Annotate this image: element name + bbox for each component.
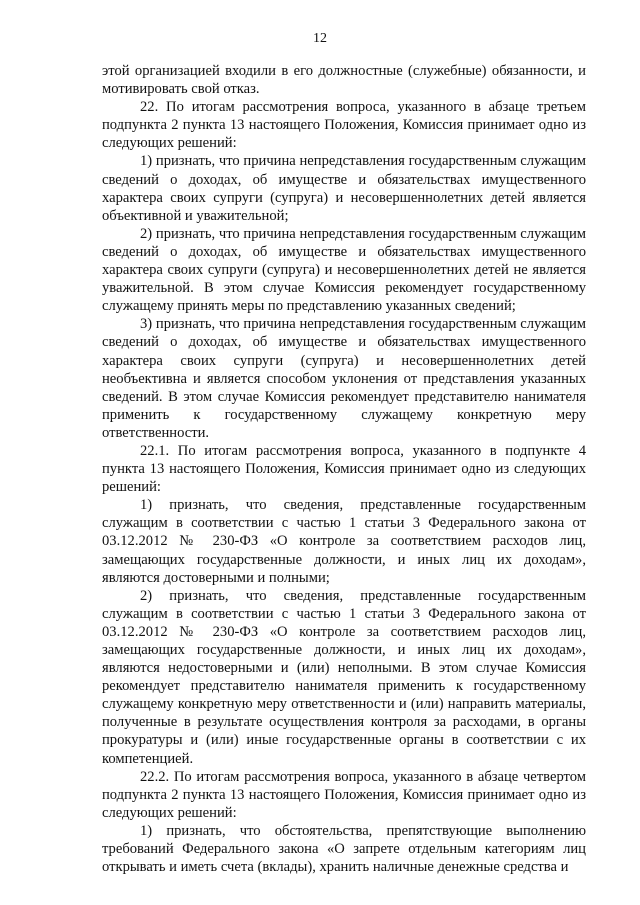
document-body bbox=[102, 62, 586, 876]
paragraph-22: 22. По итогам рассмотрения вопроса, указанного в абзаце третьем подпункта 2 пункта 13 настоящего Положения, Комиссия принимает одно из следующих решений: bbox=[102, 99, 586, 152]
paragraph-22-item-2: 2) признать, что причина непредставления государственным служащим сведений о доходах, об имуществе и обязательствах имущественного характера своих супруги (супруга) и несовершеннолетних детей не является уважительной. В этом случае Комиссия рекомендует государственному служащему принять меры по представлению указанных сведений; bbox=[102, 225, 586, 315]
paragraph-22-2-item-1: 1) признать, что обстоятельства, препятствующие выполнению требований Федерального закона «О запрете отдельным категориям лиц открывать и иметь счета (вклады), хранить наличные денежные средства и bbox=[102, 822, 586, 876]
paragraph-22-1: 22.1. По итогам рассмотрения вопроса, указанного в подпункте 4 пункта 13 настоящего Положения, Комиссия принимает одно из следующих решений: bbox=[102, 442, 586, 496]
paragraph-22-1-item-1: 1) признать, что сведения, представленные государственным служащим в соответствии с частью 1 статьи 3 Федерального закона от 03.12.2012 № 230-ФЗ «О контроле за соответствием расходов лиц, замещающих государственные должности, и иных лиц их доходам», являются достоверными и полными; bbox=[102, 497, 586, 586]
page-number: 12 bbox=[313, 31, 327, 46]
paragraph-continuation: этой организацией входили в его должностные (служебные) обязанности, и мотивировать свой отказ. bbox=[102, 63, 586, 98]
paragraph-22-item-1: 1) признать, что причина непредставления государственным служащим сведений о доходах, об имуществе и обязательствах имущественного характера своих супруги (супруга) и несовершеннолетних детей является объективной и уважительной; bbox=[102, 153, 586, 224]
paragraph-22-2: 22.2. По итогам рассмотрения вопроса, указанного в абзаце четвертом подпункта 2 пункта 13 настоящего Положения, Комиссия принимает одно из следующих решений: bbox=[102, 768, 586, 821]
paragraph-22-item-3: 3) признать, что причина непредставления государственным служащим сведений о доходах, об имуществе и обязательствах имущественного характера своих супруги (супруга) и несовершеннолетних детей необъективна и является способом уклонения от представления указанных сведений. В этом случае Комиссия рекомендует представителю нанимателя применить к государственному служащему конкретную меру ответственности. bbox=[102, 316, 586, 441]
paragraph-22-1-item-2: 2) признать, что сведения, представленные государственным служащим в соответствии с частью 1 статьи 3 Федерального закона от 03.12.2012 № 230-ФЗ «О контроле за соответствием расходов лиц, замещающих государственные должности, и иных лиц их доходам», являются недостоверными и (или) неполными. В этом случае Комиссия рекомендует представителю нанимателя применить к государственному служащему конкретную меру ответственности и (или) направить материалы, полученные в результате осуществления контроля за расходами, в органы прокуратуры и (или) иные государственные органы в соответствии с их компетенцией. bbox=[102, 587, 586, 767]
